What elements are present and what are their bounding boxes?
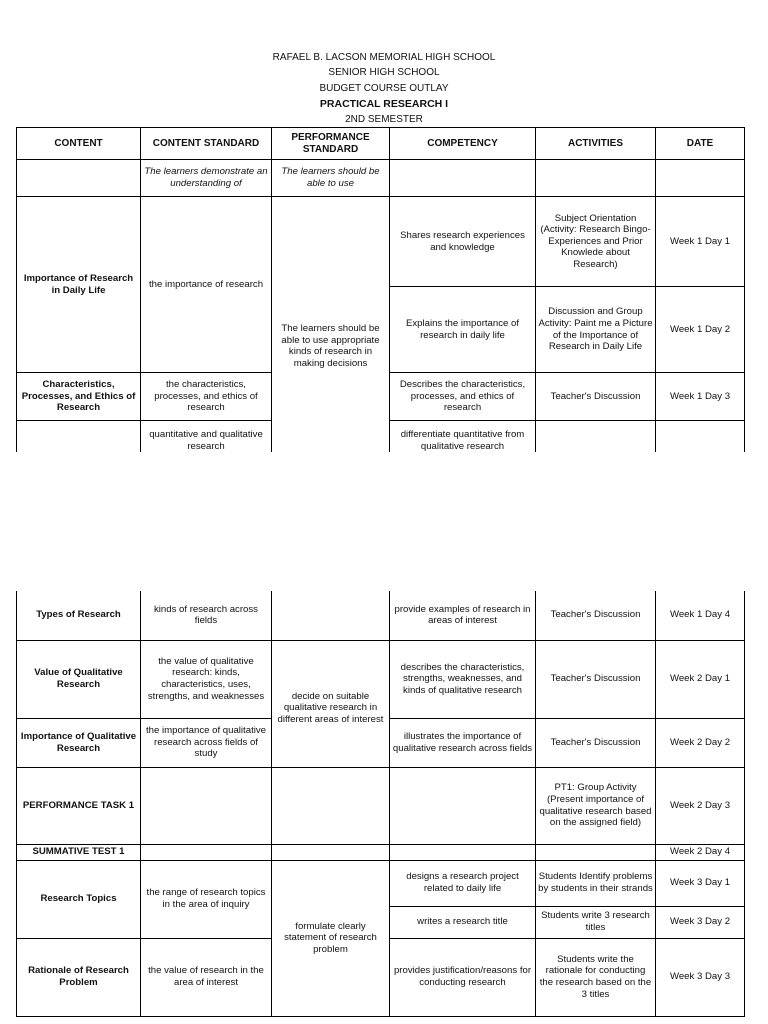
table-row (17, 197, 745, 287)
date-cell: Week 1 Day 4 (656, 591, 745, 640)
content-cell: Importance of Qualitative Research (17, 718, 141, 767)
performance-standard-cell: The learners should be able to use appropriate kinds of research in making decisions (272, 197, 390, 453)
activity-cell: Students write the rationale for conducting the research based on the 3 titles (536, 938, 656, 1016)
activity-cell: Students Identify problems by students in their strands (536, 860, 656, 906)
content-cell: Research Topics (17, 860, 141, 938)
subheader-row (17, 160, 745, 197)
school-name: RAFAEL B. LACSON MEMORIAL HIGH SCHOOL (272, 52, 496, 63)
col-competency-header: COMPETENCY (390, 128, 536, 160)
competency-cell: differentiate quantitative from qualitative research (390, 421, 536, 453)
content-cell: PERFORMANCE TASK 1 (17, 767, 141, 844)
col-content-header: CONTENT (17, 128, 141, 160)
date-cell: Week 2 Day 3 (656, 767, 745, 844)
course-outlay-table-page-2 (16, 591, 745, 1017)
competency-cell: provide examples of research in areas of interest (390, 591, 536, 640)
activity-cell: Teacher's Discussion (536, 640, 656, 718)
activity-cell: Students write 3 research titles (536, 906, 656, 938)
date-cell: Week 2 Day 4 (656, 844, 745, 860)
performance-standard-intro: The learners should be able to use (272, 160, 390, 197)
content-cell: Types of Research (17, 591, 141, 640)
col-content-standard-header: CONTENT STANDARD (141, 128, 272, 160)
date-cell: Week 1 Day 3 (656, 373, 745, 421)
document-title: BUDGET COURSE OUTLAY (319, 83, 449, 94)
date-cell: Week 3 Day 1 (656, 860, 745, 906)
competency-cell: Shares research experiences and knowledge (390, 197, 536, 287)
table-row (17, 860, 745, 906)
col-performance-standard-header: PERFORMANCE STANDARD (272, 128, 390, 160)
performance-standard-cell: formulate clearly statement of research problem (272, 860, 390, 1016)
content-cell: Characteristics, Processes, and Ethics of Research (17, 373, 141, 421)
competency-cell: designs a research project related to daily life (390, 860, 536, 906)
table-row (17, 844, 745, 860)
activity-cell: PT1: Group Activity (Present importance of qualitative research based on the assigned field) (536, 767, 656, 844)
content-standard-intro: The learners demonstrate an understanding of (141, 160, 272, 197)
content-standard-cell: quantitative and qualitative research (141, 421, 272, 453)
activity-cell: Subject Orientation (Activity: Research Bingo- Experiences and Prior Knowlede about Research) (536, 197, 656, 287)
date-cell: Week 1 Day 1 (656, 197, 745, 287)
competency-cell: describes the characteristics, strengths, weaknesses, and kinds of qualitative research (390, 640, 536, 718)
col-date-header: DATE (656, 128, 745, 160)
competency-cell: provides justification/reasons for conducting research (390, 938, 536, 1016)
date-cell: Week 1 Day 2 (656, 287, 745, 373)
activity-cell: Teacher's Discussion (536, 373, 656, 421)
content-standard-cell: the range of research topics in the area of inquiry (141, 860, 272, 938)
competency-cell: illustrates the importance of qualitative research across fields (390, 718, 536, 767)
table-row (17, 591, 745, 640)
school-level: SENIOR HIGH SCHOOL (328, 67, 440, 78)
content-standard-cell: kinds of research across fields (141, 591, 272, 640)
course-outlay-table-page-1 (16, 127, 745, 452)
content-standard-cell: the importance of research (141, 197, 272, 373)
date-cell: Week 3 Day 3 (656, 938, 745, 1016)
content-cell: Rationale of Research Problem (17, 938, 141, 1016)
date-cell: Week 2 Day 2 (656, 718, 745, 767)
column-header-row (17, 128, 745, 160)
content-cell: Value of Qualitative Research (17, 640, 141, 718)
table-row (17, 640, 745, 718)
date-cell: Week 2 Day 1 (656, 640, 745, 718)
subject-title: PRACTICAL RESEARCH I (319, 98, 449, 110)
content-cell: Importance of Research in Daily Life (17, 197, 141, 373)
activity-cell: Teacher's Discussion (536, 591, 656, 640)
date-cell: Week 3 Day 2 (656, 906, 745, 938)
table-row (17, 767, 745, 844)
content-standard-cell: the characteristics, processes, and ethics of research (141, 373, 272, 421)
col-activities-header: ACTIVITIES (536, 128, 656, 160)
content-cell: SUMMATIVE TEST 1 (17, 844, 141, 860)
competency-cell: Describes the characteristics, processes, and ethics of research (390, 373, 536, 421)
page-1-region (0, 0, 768, 452)
activity-cell: Teacher's Discussion (536, 718, 656, 767)
semester-label: 2ND SEMESTER (345, 114, 423, 125)
activity-cell: Discussion and Group Activity: Paint me a Picture of the Importance of Research in Daily Life (536, 287, 656, 373)
content-standard-cell: the value of research in the area of interest (141, 938, 272, 1016)
page-2-region (0, 591, 768, 1024)
performance-standard-cell: decide on suitable qualitative research in different areas of interest (272, 640, 390, 767)
competency-cell: writes a research title (390, 906, 536, 938)
content-standard-cell: the importance of qualitative research across fields of study (141, 718, 272, 767)
competency-cell: Explains the importance of research in daily life (390, 287, 536, 373)
content-standard-cell: the value of qualitative research: kinds, characteristics, uses, strengths, and weaknesses (141, 640, 272, 718)
